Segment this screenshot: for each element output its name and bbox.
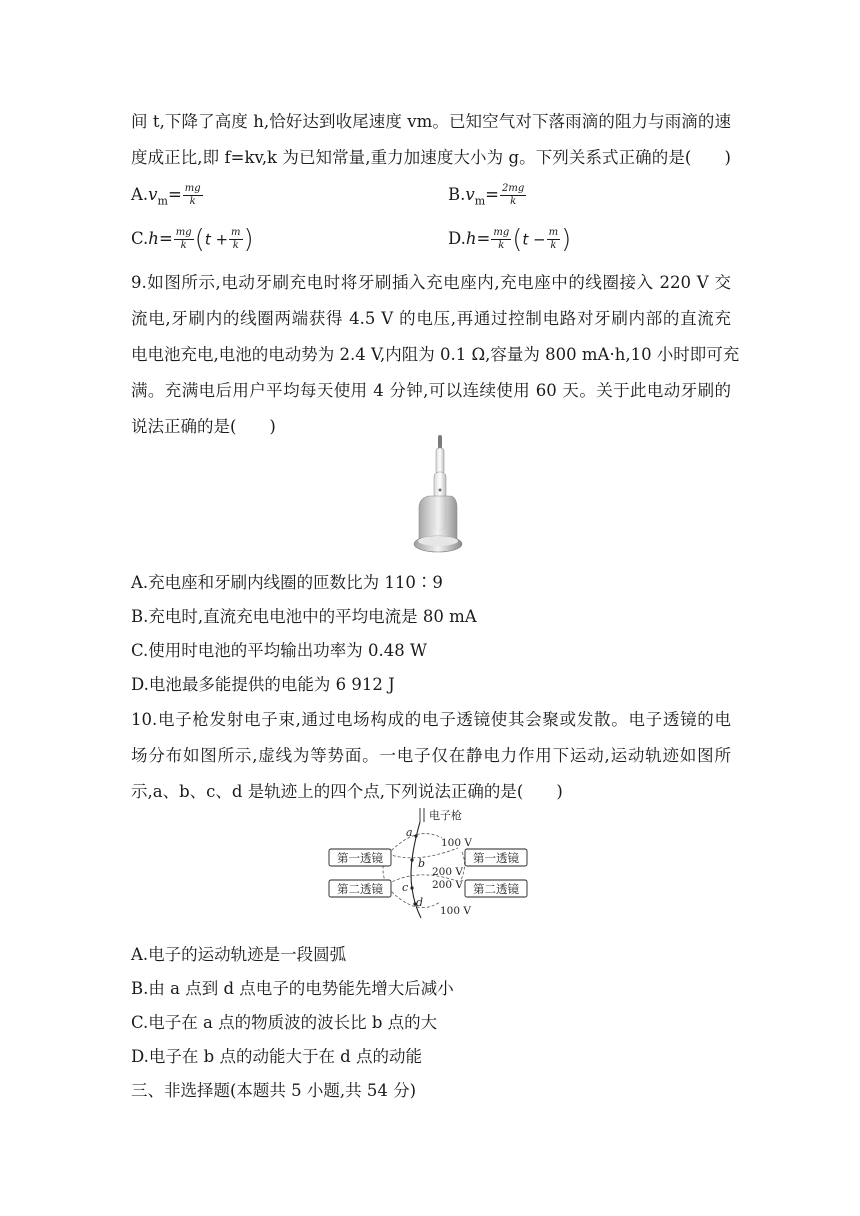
t-minus: t − <box>522 230 546 249</box>
q9-line-1: 9.如图所示,电动牙刷充电时将牙刷插入充电座内,充电座中的线圈接入 220 V 交 <box>131 273 731 292</box>
left-paren: ( <box>194 224 205 255</box>
q8-option-d-label: D. <box>448 229 466 248</box>
electron-lens-svg <box>328 806 533 922</box>
denominator: k <box>189 196 196 207</box>
denominator: k <box>180 240 187 251</box>
equals: = <box>476 229 491 248</box>
q8-line-2: 度成正比,即 f=kv,k 为已知常量,重力加速度大小为 g。下列关系式正确的是( ) <box>131 148 731 167</box>
q9-option-d: D.电池最多能提供的电能为 6 912 J <box>131 675 395 694</box>
q9-line-3: 电电池充电,电池的电动势为 2.4 V,内阻为 0.1 Ω,容量为 800 mA·h,10 小时即可充 <box>131 345 740 364</box>
lens2-right-label: 第二透镜 <box>473 882 519 896</box>
q8-option-b <box>448 180 527 216</box>
q10-option-a: A.电子的运动轨迹是一段圆弧 <box>131 945 347 964</box>
electric-toothbrush-icon <box>405 430 465 560</box>
numerator: 2mg <box>501 183 525 194</box>
q10-line-1: 10.电子枪发射电子束,通过电场构成的电子透镜使其会聚或发散。电子透镜的电 <box>131 710 731 729</box>
equals: = <box>158 229 173 248</box>
gun-label: 电子枪 <box>429 809 462 822</box>
q10-option-d: D.电子在 b 点的动能大于在 d 点的动能 <box>131 1047 422 1066</box>
point-d-label: d <box>416 896 424 909</box>
lens1-right-label: 第一透镜 <box>473 851 519 865</box>
q8-option-a <box>131 180 204 216</box>
fraction-mg-over-k <box>174 227 194 252</box>
denominator: k <box>550 240 557 251</box>
fraction-mg-over-k <box>183 183 203 208</box>
point-b-label: b <box>418 857 426 870</box>
fraction-mg-over-k <box>491 227 511 252</box>
denominator: k <box>510 196 517 207</box>
q8-line-1: 间 t,下降了高度 h,恰好达到收尾速度 vm。已知空气对下落雨滴的阻力与雨滴的速 <box>131 112 731 131</box>
numerator: mg <box>184 183 201 194</box>
v-symbol: v <box>465 185 475 204</box>
left-paren: ( <box>512 224 523 255</box>
q8-stem <box>131 104 731 176</box>
section-3-heading: 三、非选择题(本题共 5 小题,共 54 分) <box>131 1081 417 1100</box>
q9-stem <box>131 265 740 445</box>
q10-stem <box>131 702 731 810</box>
q9-line-5: 说法正确的是( ) <box>131 417 276 436</box>
q9-option-a: A.充电座和牙刷内线圈的匝数比为 110∶9 <box>131 573 443 592</box>
h-symbol: h <box>148 229 159 248</box>
q8-option-d <box>448 224 571 255</box>
point-a-label: a <box>406 826 413 839</box>
t-plus: t + <box>204 230 229 249</box>
voltage-100-top: 100 V <box>441 837 472 849</box>
q10-line-3: 示,a、b、c、d 是轨迹上的四个点,下列说法正确的是( ) <box>131 782 563 801</box>
equals: = <box>485 185 499 204</box>
q9-option-c: C.使用时电池的平均输出功率为 0.48 W <box>131 641 427 660</box>
right-paren: ) <box>243 224 254 255</box>
fraction-m-over-k <box>229 227 242 252</box>
denominator: k <box>498 240 505 251</box>
lens2-left-label: 第二透镜 <box>337 882 383 896</box>
q9-line-2: 流电,牙刷内的线圈两端获得 4.5 V 的电压,再通过控制电路对牙刷内部的直流充 <box>131 309 731 328</box>
numerator: m <box>548 227 559 238</box>
point-c-label: c <box>402 881 409 894</box>
fraction-2mg-over-k <box>500 183 526 208</box>
q9-line-4: 满。充满电后用户平均每天使用 4 分钟,可以连续使用 60 天。关于此电动牙刷的 <box>131 381 731 400</box>
voltage-200-lower: 200 V <box>432 879 463 891</box>
v-subscript: m <box>474 194 486 208</box>
numerator: m <box>231 227 241 238</box>
v-subscript: m <box>157 194 168 208</box>
v-symbol: v <box>148 185 158 204</box>
right-paren: ) <box>561 224 572 255</box>
q10-option-b: B.由 a 点到 d 点电子的电势能先增大后减小 <box>131 979 454 998</box>
electron-lens-diagram <box>328 806 533 922</box>
q8-option-c-label: C. <box>131 229 149 248</box>
denominator: k <box>232 240 239 251</box>
toothbrush-figure <box>405 430 465 560</box>
equals: = <box>167 185 182 204</box>
q9-option-b: B.充电时,直流充电电池中的平均电流是 80 mA <box>131 607 477 626</box>
q10-line-2: 场分布如图所示,虚线为等势面。一电子仅在静电力作用下运动,运动轨迹如图所 <box>131 746 731 765</box>
q8-option-c <box>131 224 254 255</box>
lens1-left-label: 第一透镜 <box>337 851 383 865</box>
voltage-100-bottom: 100 V <box>440 905 471 917</box>
voltage-200-upper: 200 V <box>432 866 463 878</box>
h-symbol: h <box>465 229 477 248</box>
numerator: mg <box>493 227 510 238</box>
q8-option-a-label: A. <box>131 185 149 204</box>
q10-option-c: C.电子在 a 点的物质波的波长比 b 点的大 <box>131 1013 438 1032</box>
q8-option-b-label: B. <box>448 185 466 204</box>
fraction-m-over-k <box>547 227 560 252</box>
numerator: mg <box>175 227 192 238</box>
